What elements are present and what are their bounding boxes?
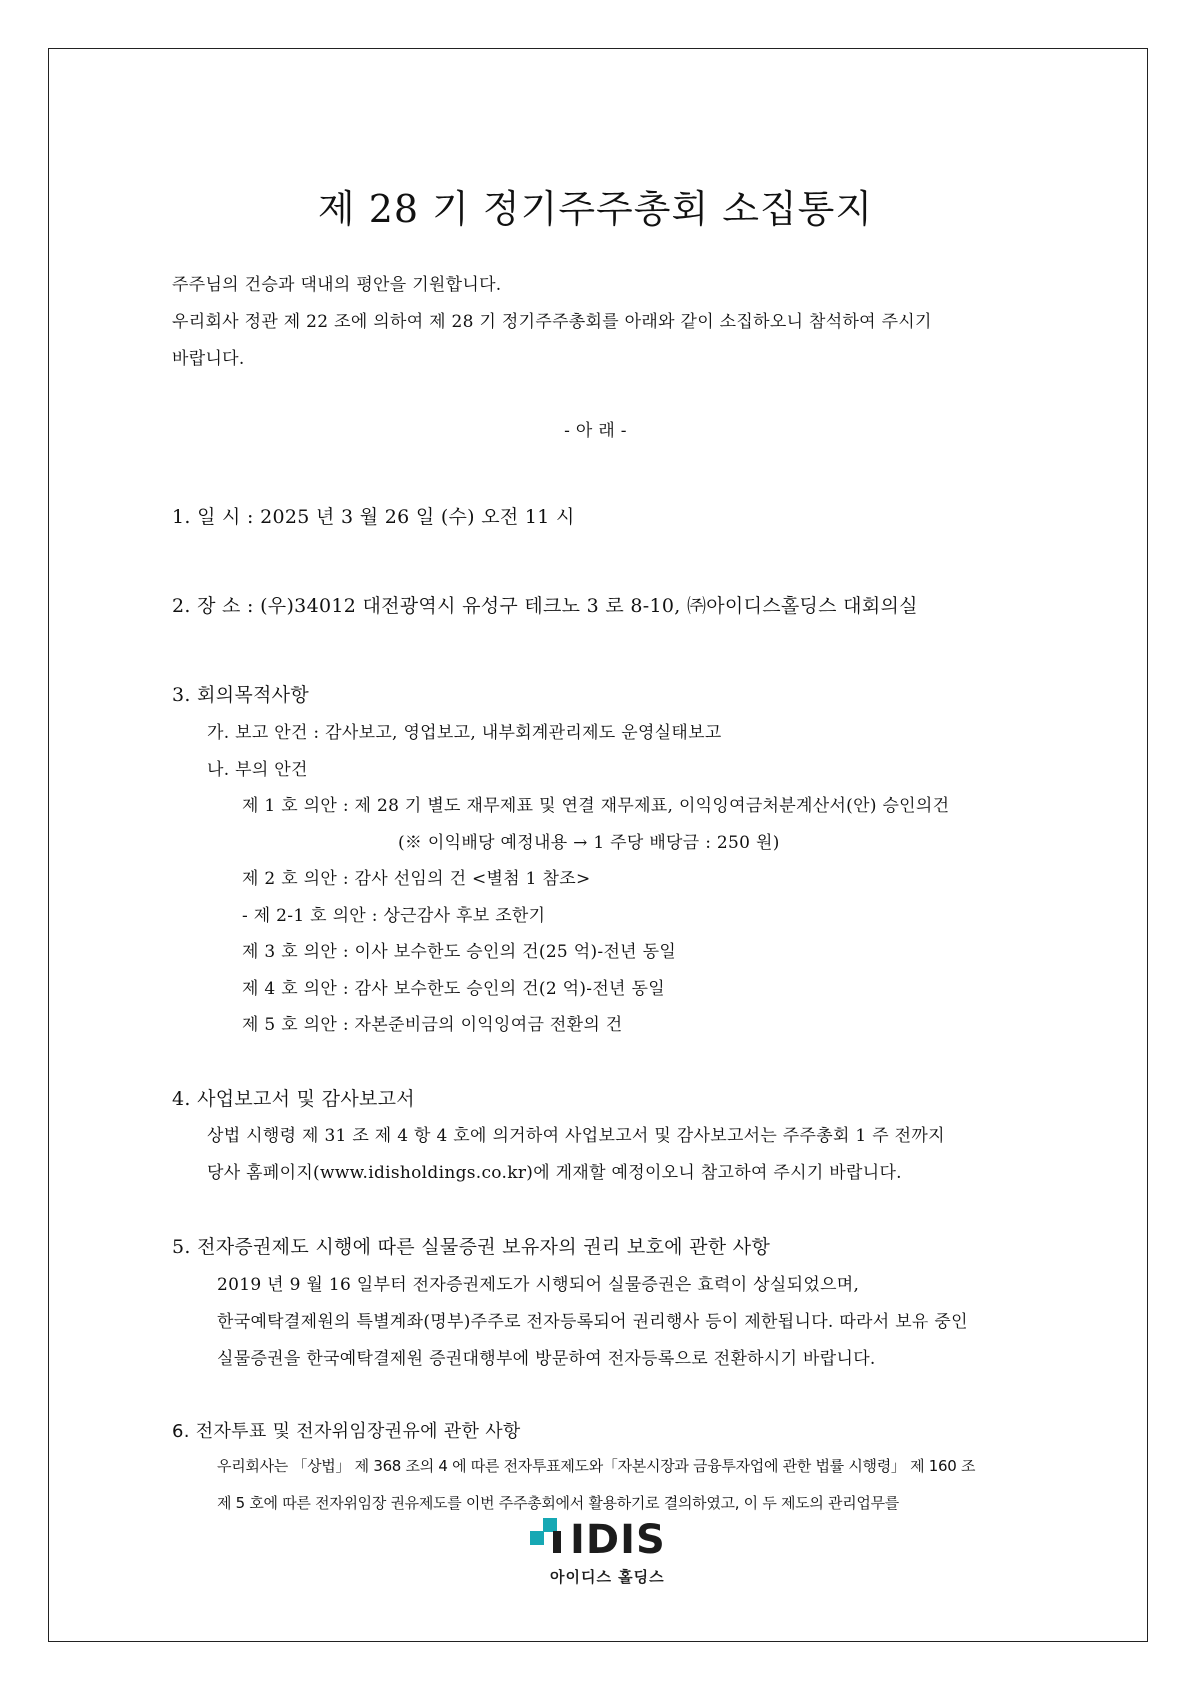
agenda-item-2: 제 2 호 의안 : 감사 선임의 건 <별첨 1 참조> bbox=[242, 869, 591, 889]
logo-mark-square-2 bbox=[543, 1518, 557, 1532]
e-securities-heading: 5. 전자증권제도 시행에 따른 실물증권 보유자의 권리 보호에 관한 사항 bbox=[172, 1236, 771, 1258]
logo-wordmark: IDIS bbox=[570, 1517, 666, 1563]
e-voting-heading: 6. 전자투표 및 전자위임장권유에 관한 사항 bbox=[172, 1421, 521, 1442]
intro-line-2: 우리회사 정관 제 22 조에 의하여 제 28 기 정기주주총회를 아래와 같이 소집하오니 참석하여 주시기 bbox=[172, 312, 932, 332]
resolution-heading: 나. 부의 안건 bbox=[207, 760, 308, 780]
agenda-item-1-note: (※ 이익배당 예정내용 → 1 주당 배당금 : 250 원) bbox=[398, 833, 780, 853]
intro-line-1: 주주님의 건승과 댁내의 평안을 기원합니다. bbox=[172, 275, 502, 295]
e-securities-line-3: 실물증권을 한국예탁결제원 증권대행부에 방문하여 전자등록으로 전환하시기 바랍니다. bbox=[217, 1349, 876, 1369]
logo-mark-square-1 bbox=[530, 1531, 544, 1545]
intro-line-3: 바랍니다. bbox=[172, 349, 245, 369]
logo-subtitle: 아이디스 홀딩스 bbox=[550, 1568, 665, 1586]
reports-heading: 4. 사업보고서 및 감사보고서 bbox=[172, 1088, 415, 1110]
document-title: 제 28 기 정기주주총회 소집통지 bbox=[317, 187, 874, 231]
agenda-item-2-1: - 제 2-1 호 의안 : 상근감사 후보 조한기 bbox=[242, 906, 546, 926]
e-voting-line-2: 제 5 호에 따른 전자위임장 권유제도를 이번 주주총회에서 활용하기로 결의하였고, 이 두 제도의 관리업무를 bbox=[217, 1494, 899, 1512]
e-voting-line-1: 우리회사는 「상법」 제 368 조의 4 에 따른 전자투표제도와「자본시장과 금융투자업에 관한 법률 시행령」 제 160 조 bbox=[217, 1457, 976, 1475]
meeting-place: 2. 장 소 : (우)34012 대전광역시 유성구 테크노 3 로 8-10, ㈜아이디스홀딩스 대회의실 bbox=[172, 595, 918, 617]
agenda-item-5: 제 5 호 의안 : 자본준비금의 이익잉여금 전환의 건 bbox=[242, 1015, 623, 1035]
reports-line-1: 상법 시행령 제 31 조 제 4 항 4 호에 의거하여 사업보고서 및 감사보고서는 주주총회 1 주 전까지 bbox=[207, 1126, 945, 1146]
agenda-heading: 3. 회의목적사항 bbox=[172, 684, 309, 706]
report-items: 가. 보고 안건 : 감사보고, 영업보고, 내부회계관리제도 운영실태보고 bbox=[207, 723, 722, 743]
meeting-datetime: 1. 일 시 : 2025 년 3 월 26 일 (수) 오전 11 시 bbox=[172, 506, 575, 528]
agenda-item-3: 제 3 호 의안 : 이사 보수한도 승인의 건(25 억)-전년 동일 bbox=[242, 942, 677, 962]
reports-line-2: 당사 홈페이지(www.idisholdings.co.kr)에 게재할 예정이오니 참고하여 주시기 바랍니다. bbox=[207, 1163, 902, 1183]
e-securities-line-2: 한국예탁결제원의 특별계좌(명부)주주로 전자등록되어 권리행사 등이 제한됩니다. 따라서 보유 중인 bbox=[217, 1312, 968, 1332]
below-marker: - 아 래 - bbox=[564, 421, 627, 441]
logo-mark-bar bbox=[553, 1531, 561, 1553]
company-logo bbox=[528, 1513, 668, 1588]
agenda-item-1: 제 1 호 의안 : 제 28 기 별도 재무제표 및 연결 재무제표, 이익잉여금처분계산서(안) 승인의건 bbox=[242, 796, 950, 816]
agenda-item-4: 제 4 호 의안 : 감사 보수한도 승인의 건(2 억)-전년 동일 bbox=[242, 979, 665, 999]
e-securities-line-1: 2019 년 9 월 16 일부터 전자증권제도가 시행되어 실물증권은 효력이 상실되었으며, bbox=[217, 1275, 860, 1295]
